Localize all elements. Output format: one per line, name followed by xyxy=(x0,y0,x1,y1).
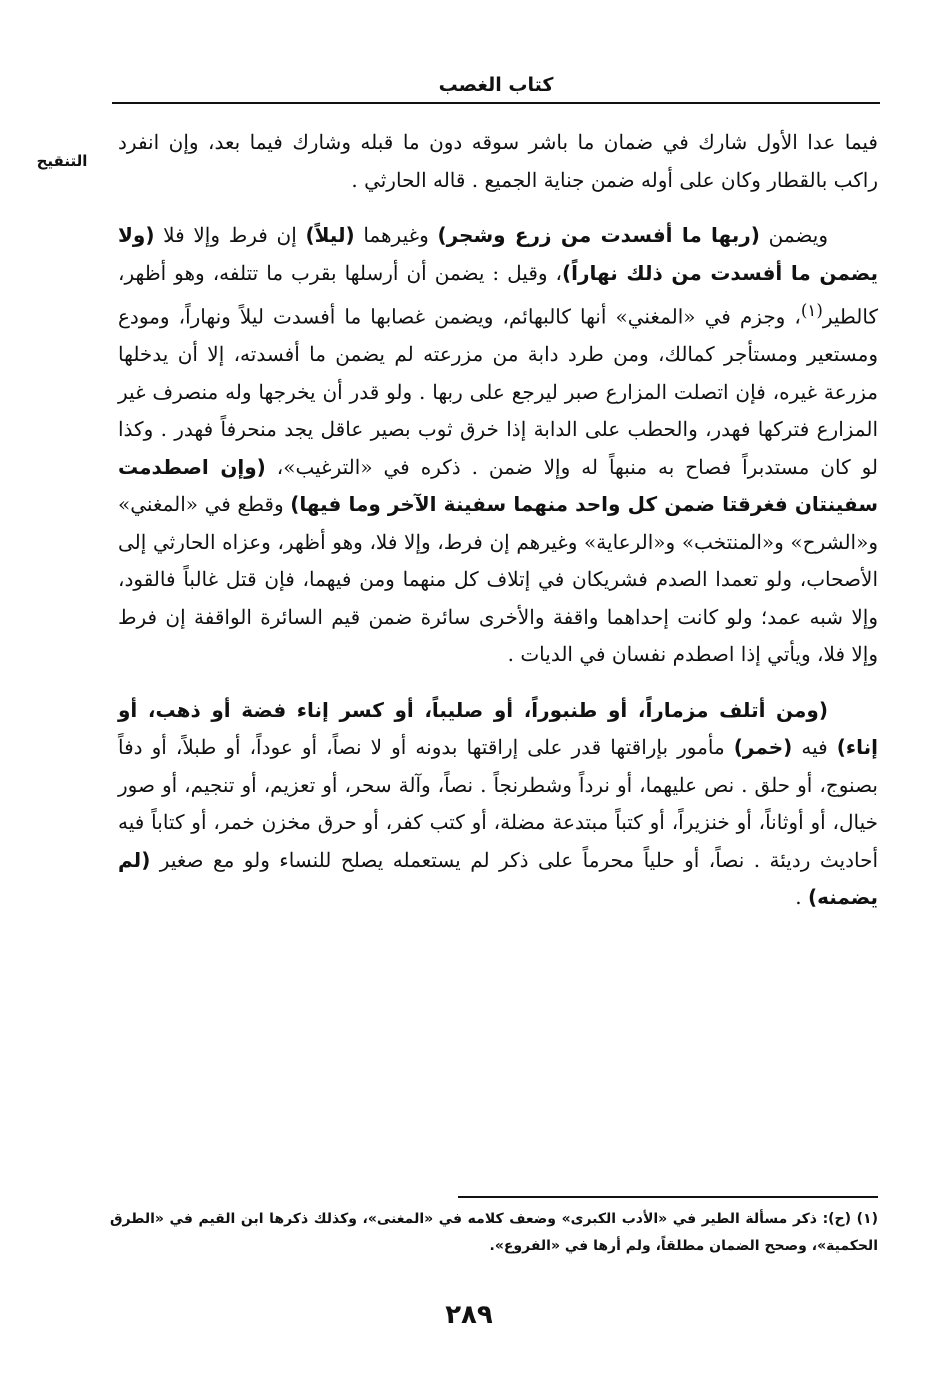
sharh-text: فيه xyxy=(792,735,837,760)
footnote xyxy=(110,1206,878,1260)
matn-text: (ومن أتلف مزماراً، أو طنبوراً، أو صليباً، أو كسر إناء فضة أو ذهب، أو إناء) xyxy=(118,697,878,760)
running-title: كتاب الغصب xyxy=(438,74,554,96)
matn-text: (ربها ما أفسدت من زرع وشجر) xyxy=(437,223,760,247)
sharh-text: ويضمن xyxy=(759,223,829,247)
body-text xyxy=(118,124,878,917)
matn-text: (ولا يضمن ما أفسدت من ذلك نهاراً) xyxy=(118,223,879,285)
paragraph-3 xyxy=(118,692,878,917)
matn-text: (لم يضمنه) xyxy=(118,847,878,910)
footnote-ref: (١) xyxy=(800,301,823,320)
header-rule xyxy=(112,102,880,104)
sharh-text: ، وقيل : يضمن أن أرسلها بقرب ما تتلفه، وهو أظهر، كالطير xyxy=(118,260,878,329)
sharh-text: وقطع في «المغني» و«الشرح» و«المنتخب» و«الرعاية» وغيرهم إن فرط، وإلا فلا، وهو أظهر، وعزاه الحارثي إلى الأصحاب، ولو تعمدا الصدم فشريكان في إتلاف كل منهما ومن فيهما، فإن قتل غالباً فالقود، وإلا شبه عمد؛ ولو كانت إحداهما واقفة والأخرى سائرة ضمن قيم السائرة الواقفة إن فرط وإلا فلا، ويأتي إذا اصطدم نفسان في الديات . xyxy=(118,492,878,667)
sharh-text: فيما عدا الأول شارك في ضمان ما باشر سوقه دون ما قبله وشارك فيما بعد، وإن انفرد راكب بالقطار وكان على أوله ضمن جناية الجميع . قاله الحارثي . xyxy=(118,130,878,192)
side-label: التنقيح xyxy=(36,152,88,170)
paragraph-2 xyxy=(118,217,878,674)
sharh-text: وغيرهما xyxy=(354,223,438,247)
sharh-text: . xyxy=(795,885,808,910)
matn-text: (ليلاً) xyxy=(305,223,355,247)
matn-text: (خمر) xyxy=(733,735,793,760)
sharh-text: ، وجزم في «المغني» أنها كالبهائم، ويضمن غصابها ما أفسدت ليلاً ونهاراً، ومودع ومستعير ومستأجر كمالك، ومن طرد دابة من مزرعته لم يضمن ما أفسدته، إلا أن يدخلها مزرعة غيره، فإن اتصلت المزارع صبر ليرجع على ربها . ولو قدر أن يخرجها وله منصرف غير المزارع فتركها فهدر، والحطب على الدابة إذا خرق ثوب بصير عاقل يجد منحرفاً فهدر . وكذا لو كان مستدبراً فصاح به منبهاً له وإلا ضمن . ذكره في «الترغيب»، xyxy=(118,304,878,479)
paragraph-1 xyxy=(118,124,878,199)
footnote-1: (١) (ح): ذكر مسألة الطير في «الأدب الكبرى» وضعف كلامه في «المغنى»، وكذلك ذكرها ابن القيم في «الطرق الحكمية»، وصحح الضمان مطلقاً، ولم أرها في «الفروع». xyxy=(110,1211,878,1254)
matn-text: (وإن اصطدمت سفينتان فغرقتا ضمن كل واحد منهما سفينة الآخر وما فيها) xyxy=(118,454,878,517)
footnote-rule xyxy=(458,1196,878,1198)
page-number: ٢٨٩ xyxy=(445,1300,493,1330)
sharh-text: إن فرط وإلا فلا xyxy=(154,223,306,247)
sharh-text: مأمور بإراقتها قدر على إراقتها بدونه أو لا نصاً، أو عوداً، أو طبلاً، أو دفاً بصنوج، أو حلق . نص عليهما، أو نرداً وشطرنجاً . نصاً، وآلة سحر، أو تعزيم، أو تنجيم، أو صور خيال، أو أوثاناً، أو خنزيراً، أو كتباً مبتدعة مضلة، أو كتب كفر، أو حرق مخزن خمر، أو كتاباً فيه أحاديث رديئة . نصاً، أو حلياً محرماً على ذكر لم يستعمله يصلح للنساء ولو مع صغير xyxy=(118,735,878,872)
